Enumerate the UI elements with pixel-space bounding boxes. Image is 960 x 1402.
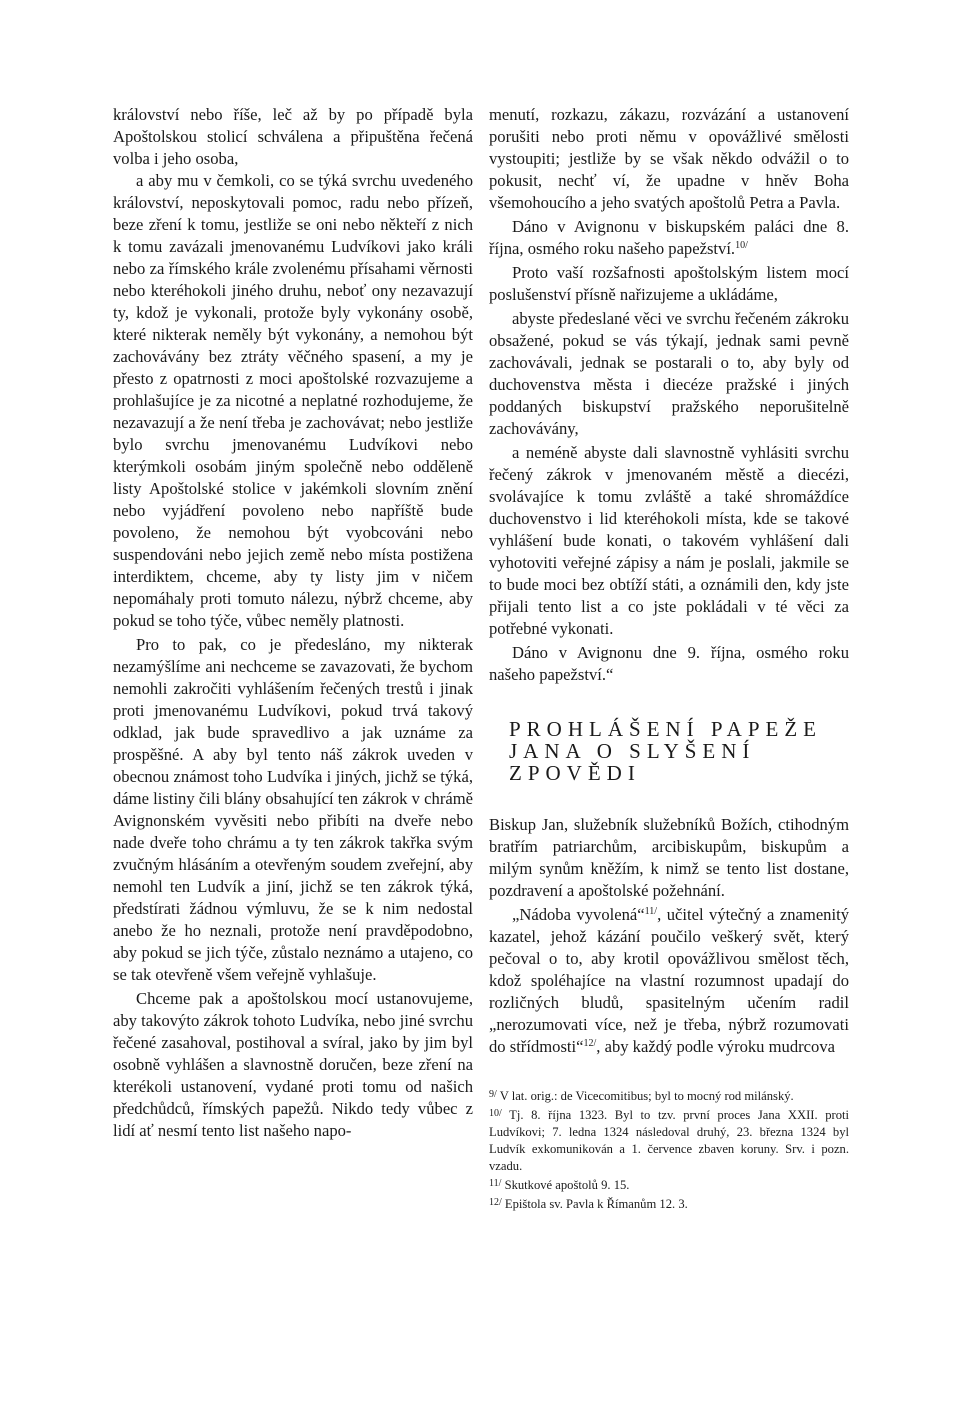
paragraph: království nebo říše, leč až by po případě byla Apoštolskou stolicí schválena a připuštěna řečená volba i jeho osoba, [113, 105, 473, 168]
footnote-number: 11/ [489, 1178, 502, 1189]
heading-line: JANA O SLYŠENÍ [509, 739, 756, 763]
heading-line: PROHLÁŠENÍ PAPEŽE [509, 717, 823, 741]
footnote-text: V lat. orig.: de Vicecomitibus; byl to mocný rod milánský. [496, 1089, 794, 1103]
footnote-number: 12/ [489, 1197, 502, 1208]
footnote [489, 1194, 849, 1213]
footnote [489, 1175, 849, 1194]
paragraph: Pro to pak, co je předesláno, my nikterak nezamýšlíme ani nechceme se zavazovati, že bychom nemohli zakročiti vyhlášením řečených trestů i jinak proti jmenovanému Ludvíkovi, pokud trvá takový odklad, jak bude spravedlivo a jak uznáme za prospěšné. A aby byl tento náš zákrok uveden v obecnou známost toho Ludvíka i jiných, jichž se týká, dáme listiny čili blány obsahující ten zákrok v chrámě Avignonském vyvěsiti nebo přibíti na dveře nebo nade dveře toho chrámu a ty ten zákrok takřka svým zvučným hlásáním a otevřeným soudem zveřejní, aby nemohl ten Ludvík a jiní, jichž se ten zákrok týká, předstírati žádnou výmluvu, že se k nim nedostal anebo že ho neznali, protože není pravděpodobno, aby pokud se jich týče, zůstalo neznámo a utajeno, co se tak otevřeně všem veřejně vyhlašuje. [113, 635, 473, 984]
paragraph [489, 904, 849, 1058]
paragraph: Biskup Jan, služebník služebníků Božích, ctihodným bratřím patriarchům, arcibiskupům, biskupům a milým synům kněžím, k nimž se tento list dostane, pozdravení a apoštolské požehnání. [489, 815, 849, 900]
paragraph-text: „Nádoba vyvolená“ [512, 905, 645, 924]
paragraph: a neméně abyste dali slavnostně vyhlásiti svrchu řečený zákrok v jmenovaném městě a diecézi, svolávajíce k tomu zvláště a také shromáždíce duchovenstvo i lid kteréhokoli místa, kde se takové vyhlášení bude konati, o takovém vyhlášení dali vyhotoviti veřejné zápisy a nám je poslali, jakmile se to bude moci bez obtíží státi, a oznámili den, kdy jste přijali tento list a co jste pokládali v té věci za potřebné vykonati. [489, 443, 849, 638]
heading-line: ZPOVĚDI [509, 761, 641, 785]
footnote-ref: 11/ [644, 906, 658, 917]
paragraph: abyste předeslané věci ve svrchu řečeném zákroku obsažené, pokud se vás týkají, jednak sami pevně zachovávali, jednak se postarali o to, aby byly od duchovenstva města i diecéze pražské i jiných poddaných biskupství pražského neporušitelně zachovávány, [489, 309, 849, 438]
paragraph-text: , učitel výtečný a znamenitý kazatel, jehož kázání poučilo veškerý svět, který pečoval o to, aby krotil opovážlivou smělost těch, kdož spoléhajíce na vlastní rozumnost upadají do rozličných bludů, spasitelným učením radil „nerozumovati více, než je třeba, nýbrž rozumovati do střídmosti“ [489, 905, 849, 1056]
paragraph: a aby mu v čemkoli, co se týká svrchu uvedeného království, neposkytovali pomoc, radu nebo přízeň, beze zření k tomu, jestliže se oni nebo někteří z nich k tomu zavázali jmenovanému Ludvíkovi jako králi nebo za římského krále zvolenému přísahami věrnosti nebo kteréhokoli jiného druhu, neboť ony nezavazují ty, kdož je vykonali, protože byly vykonány osobě, které nikterak neměly být vykonány, a nemohou být zachovávány bez ztráty věčného spasení, a my je přesto z opatrnosti z moci apoštolské rozvazujeme a prohlašujíce je za nicotné a neplatné rozhodujeme, že nezavazují a že není třeba je zachovávat; nebo jestliže bylo svrchu jmenovanému Ludvíkovi nebo kterýmkoli osobám jiným společně nebo odděleně listy Apoštolské stolice v jakémkoli slovním znění nebo vyjádření povoleno nebo napříště bude povoleno, že nemohou být vyobcováni nebo suspendováni nebo jejich země nebo místa postižena interdiktem, chceme, aby ty listy jim v ničem nepomáhaly proti tomuto nálezu, nýbrž chceme, aby pokud se toho týče, vůbec neměly platnosti. [113, 171, 473, 630]
footnote-text: Epištola sv. Pavla k Římanům 12. 3. [501, 1197, 688, 1211]
right-column [489, 104, 849, 1213]
paragraph: Chceme pak a apoštolskou mocí ustanovujeme, aby takovýto zákrok tohoto Ludvíka, nebo jiné svrchu řečené zasahoval, postihoval a svíral, jako by jim byl osobně vyhlášen a slavnostně doručen, beze zření na kterékoli ustanovení, vydané proti tomu od našich předchůdců, římských papežů. Nikdo tedy vůbec z lidí ať nesmí tento list našeho napo- [113, 989, 473, 1140]
paragraph: Dáno v Avignonu dne 9. října, osmého roku našeho papežství.“ [489, 643, 849, 684]
section-heading [509, 718, 849, 784]
footnote-number: 10/ [489, 1108, 502, 1119]
paragraph: menutí, rozkazu, zákazu, rozvázání a ustanovení porušiti nebo proti němu v opovážlivé smělosti vystoupiti; jestliže by se však někdo odvážil o to pokusit, nechť ví, že upadne v hněv Boha všemohoucího a jeho svatých apoštolů Petra a Pavla. [489, 105, 849, 212]
footnote [489, 1105, 849, 1175]
paragraph-text: Dáno v Avignonu v biskupském paláci dne 8. října, osmého roku našeho papežství. [489, 217, 849, 258]
footnote-number: 9/ [489, 1089, 497, 1100]
paragraph [489, 216, 849, 260]
left-column [113, 104, 473, 1142]
paragraph-text: , aby každý podle výroku mudrcova [596, 1037, 835, 1056]
paragraph: Proto vaší rozšafnosti apoštolským listem mocí poslušenství přísně nařizujeme a ukládáme, [489, 263, 849, 304]
footnote-text: Skutkové apoštolů 9. 15. [501, 1178, 630, 1192]
footnote-ref: 12/ [583, 1038, 597, 1049]
footnote [489, 1086, 849, 1105]
footnotes [489, 1086, 849, 1213]
footnote-ref: 10/ [735, 240, 748, 251]
footnote-text: Tj. 8. října 1323. Byl to tzv. první proces Jana XXII. proti Ludvíkovi; 7. ledna 1324 následoval druhý, 23. března 1324 byl Ludvík exkomunikován a 1. července zbaven koruny. Srv. i pozn. vzadu. [489, 1108, 849, 1173]
